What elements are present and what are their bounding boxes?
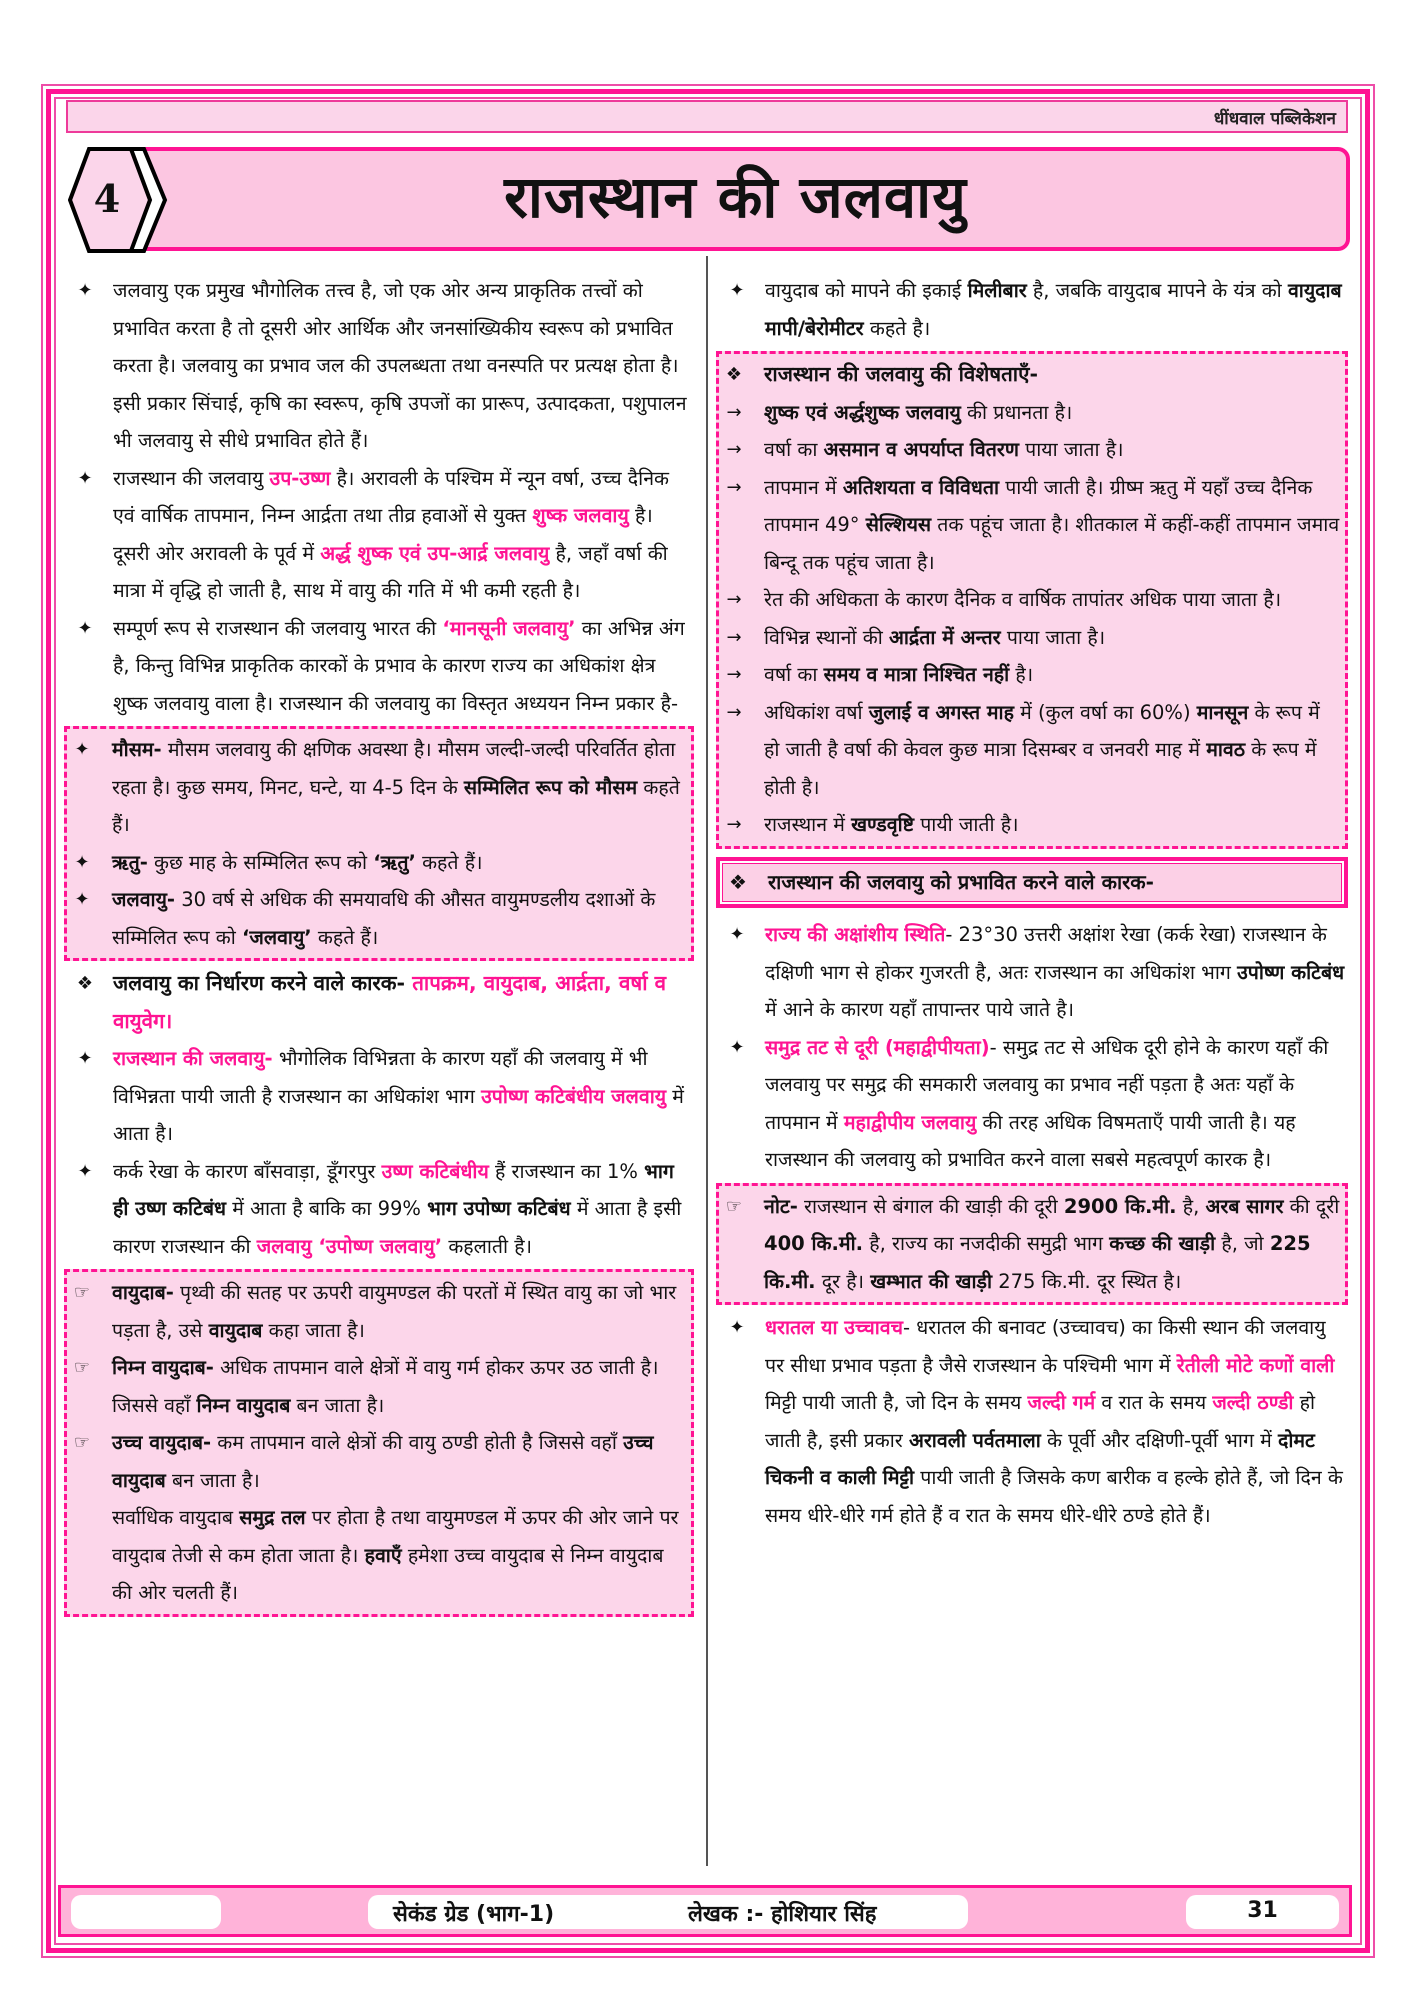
page-number: 31 [1247,1898,1278,1923]
right-column [716,272,1348,1534]
feature-item: → वर्षा का असमान व अपर्याप्त वितरण पाया जाता है। [719,431,1341,469]
publisher-name: धींधवाल पब्लिकेशन [1213,109,1336,129]
highlight-term: तापक्रम, वायुदाब, आर्द्रता, वर्षा व वायुवेग। [113,971,667,1033]
left-column [64,272,694,1621]
definition-high-pressure: ☞ उच्च वायुदाब- कम तापमान वाले क्षेत्रों की वायु ठण्डी होती है जिससे वहाँ उच्च वायुदाब बन जाता है। [67,1424,687,1499]
star-bullet-icon: ✦ [77,467,93,489]
factors-heading-box [716,857,1348,909]
highlight-term: उप-उष्ण [269,466,331,490]
highlight-term: महाद्वीपीय जलवायु [843,1110,977,1134]
star-bullet-icon: ✦ [74,851,90,873]
chapter-title-bar [125,147,1350,251]
highlight-term: उपोष्ण कटिबंधीय जलवायु [481,1084,667,1108]
star-bullet-icon: ✦ [77,1048,93,1069]
arrow-right-icon: → [726,439,742,460]
features-heading: ❖ राजस्थान की जलवायु की विशेषताएँ- [719,356,1341,394]
highlight-term: जल्दी ठण्डी [1212,1391,1294,1414]
intro-paragraph-3: ✦ सम्पूर्ण रूप से राजस्थान की जलवायु भारत की ‘मानसूनी जलवायु’ का अभिन्न अंग है, किन्तु विभिन्न प्राकृतिक कारकों के प्रभाव के कारण राज्य का अधिकांश क्षेत्र शुष्क जलवायु वाला है। राजस्थान की जलवायु का विस्तृत अध्ययन निम्न प्रकार है- [64,610,694,723]
factor-latitude: ✦ राज्य की अक्षांशीय स्थिति- 23°30 उत्तरी अक्षांश रेखा (कर्क रेखा) राजस्थान के दक्षिणी भाग से होकर गुजरती है, अतः राजस्थान का अधिकांश भाग उपोष्ण कटिबंध में आने के कारण यहाँ तापान्तर पाये जाते है। [716,916,1348,1029]
star-bullet-icon: ✦ [729,1317,745,1338]
tropic-of-cancer-note: ✦ कर्क रेखा के कारण बाँसवाड़ा, डूँगरपुर उष्ण कटिबंधीय हैं राजस्थान का 1% भाग ही उष्ण कटिबंध में आता है बाकि का 99% भाग उपोष्ण कटिबंध में आता है इसी कारण राजस्थान की जलवायु ‘उपोष्ण जलवायु’ कहलाती है। [64,1153,694,1266]
arrow-right-icon: → [726,626,742,648]
pointing-hand-icon: ☞ [73,1282,91,1303]
definition-season: ✦ ऋतु- कुछ माह के सम्मिलित रूप को ‘ऋतु’ कहते हैं। [67,844,687,882]
author-credit: लेखक :- होशियार सिंह [688,1902,877,1927]
star-bullet-icon: ✦ [729,280,745,301]
pointing-hand-icon: ☞ [73,1357,91,1378]
highlight-term: राज्य की अक्षांशीय स्थिति [765,923,946,946]
highlight-term: धरातल या उच्चावच [765,1316,903,1339]
feature-item: → रेत की अधिकता के कारण दैनिक व वार्षिक तापांतर अधिक पाया जाता है। [719,581,1341,619]
chapter-title: राजस्थान की जलवायु [504,163,967,231]
highlight-term: रेतीली मोटे कणों वाली [1176,1353,1335,1377]
highlight-term: अर्द्ध शुष्क एवं उप-आर्द्र जलवायु [320,541,550,565]
page-footer [58,1885,1352,1937]
arrow-right-icon: → [726,401,742,423]
definition-climate: ✦ जलवायु- 30 वर्ष से अधिक की समयावधि की औसत वायुमण्डलीय दशाओं के सम्मिलित रूप को ‘जलवायु’ कहते हैं। [67,881,687,956]
arrow-right-icon: → [726,814,742,835]
highlight-term: उष्ण कटिबंधीय [381,1159,489,1183]
book-series: सेकंड ग्रेड (भाग-1) [393,1902,555,1927]
pointing-hand-icon: ☞ [73,1432,91,1453]
definition-low-pressure: ☞ निम्न वायुदाब- अधिक तापमान वाले क्षेत्रों में वायु गर्म होकर ऊपर उठ जाती है। जिससे वहाँ निम्न वायुदाब बन जाता है। [67,1349,687,1424]
factor-sea-distance: ✦ समुद्र तट से दूरी (महाद्वीपीयता)- समुद्र तट से अधिक दूरी होने के कारण यहाँ की जलवायु पर समुद्र की समकारी जलवायु का प्रभाव नहीं पड़ता है अतः यहाँ के तापमान में महाद्वीपीय जलवायु की तरह अधिक विषमताएँ पायी जाती है। यह राजस्थान की जलवायु को प्रभावित करने वाला सबसे महत्वपूर्ण कारक है। [716,1029,1348,1179]
footer-info-pill [368,1895,968,1929]
highlight-term: जल्दी गर्म [1027,1391,1096,1414]
feature-item: → विभिन्न स्थानों की आर्द्रता में अन्तर पाया जाता है। [719,619,1341,657]
highlight-term: राजस्थान की जलवायु- [113,1047,273,1070]
star-bullet-icon: ✦ [729,924,745,945]
feature-item: → अधिकांश वर्षा जुलाई व अगस्त माह में (कुल वर्षा का 60%) मानसून के रूप में हो जाती है वर्षा की केवल कुछ मात्रा दिसम्बर व जनवरी माह में मावठ के रूप में होती है। [719,694,1341,807]
rajasthan-climate-note: ✦ राजस्थान की जलवायु- भौगोलिक विभिन्नता के कारण यहाँ की जलवायु में भी विभिन्नता पायी जाती है राजस्थान का अधिकांश भाग उपोष्ण कटिबंधीय जलवायु में आता है। [64,1040,694,1153]
footer-blank-pill [71,1895,221,1929]
star-bullet-icon: ✦ [74,739,90,760]
sea-distance-note: ☞ नोट- राजस्थान से बंगाल की खाड़ी की दूरी 2900 कि.मी. है, अरब सागर की दूरी 400 कि.मी. है, राज्य का नजदीकी समुद्री भाग कच्छ की खाड़ी है, जो 225 कि.मी. दूर है। खम्भात की खाड़ी 275 कि.मी. दूर स्थित है। [719,1188,1341,1301]
intro-paragraph-1: ✦ जलवायु एक प्रमुख भौगोलिक तत्त्व है, जो एक ओर अन्य प्राकृतिक तत्त्वों को प्रभावित करता है तो दूसरी ओर आर्थिक और जनसांख्यिकीय स्वरूप को प्रभावित करता है। जलवायु का प्रभाव जल की उपलब्धता तथा वनस्पति पर प्रत्यक्ष होता है। इसी प्रकार सिंचाई, कृषि का स्वरूप, कृषि उपजों का प्रारूप, उत्पादकता, पशुपालन भी जलवायु से सीधे प्रभावित होते हैं। [64,272,694,460]
star-bullet-icon: ✦ [77,617,93,639]
chapter-number-badge [68,146,178,254]
air-pressure-box [64,1269,694,1617]
star-bullet-icon: ✦ [74,889,90,910]
pressure-unit-note: ✦ वायुदाब को मापने की इकाई मिलीबार है, जबकि वायुदाब मापने के यंत्र को वायुदाब मापी/बेरोमीटर कहते है। [716,272,1348,347]
highlight-term: समुद्र तट से दूरी (महाद्वीपीयता) [765,1035,990,1059]
pressure-note: सर्वाधिक वायुदाब समुद्र तल पर होता है तथा वायुमण्डल में ऊपर की ओर जाने पर वायुदाब तेजी से कम होता जाता है। हवाएँ हमेशा उच्च वायुदाब से निम्न वायुदाब की ओर चलती हैं। [112,1506,679,1604]
definition-weather: ✦ मौसम- मौसम जलवायु की क्षणिक अवस्था है। मौसम जल्दी-जल्दी परिवर्तित होता रहता है। कुछ समय, मिनट, घन्टे, या 4-5 दिन के सम्मिलित रूप को मौसम कहते हैं। [67,731,687,844]
diamond-bullet-icon: ❖ [725,364,743,385]
column-divider [706,256,708,1866]
note-box [716,1183,1348,1306]
publisher-header [66,100,1348,133]
feature-item: → वर्षा का समय व मात्रा निश्चित नहीं है। [719,656,1341,694]
diamond-bullet-icon: ❖ [76,973,94,994]
page-number-pill [1186,1895,1339,1929]
arrow-right-icon: → [726,476,742,498]
arrow-right-icon: → [726,664,742,685]
arrow-right-icon: → [726,701,742,723]
definition-air-pressure: ☞ वायुदाब- पृथ्वी की सतह पर ऊपरी वायुमण्डल की परतों में स्थित वायु का जो भार पड़ता है, उसे वायुदाब कहा जाता है। [67,1274,687,1349]
feature-item: → शुष्क एवं अर्द्धशुष्क जलवायु की प्रधानता है। [719,394,1341,432]
factors-heading: ❖ राजस्थान की जलवायु को प्रभावित करने वाले कारक- [722,863,1342,903]
feature-item: → राजस्थान में खण्डवृष्टि पायी जाती है। [719,806,1341,844]
climate-features-box [716,351,1348,849]
factor-relief: ✦ धरातल या उच्चावच- धरातल की बनावट (उच्चावच) का किसी स्थान की जलवायु पर सीधा प्रभाव पड़ता है जैसे राजस्थान के पश्चिमी भाग में रेतीली मोटे कणों वाली मिट्टी पायी जाती है, जो दिन के समय जल्दी गर्म व रात के समय जल्दी ठण्डी हो जाती है, इसी प्रकार अरावली पर्वतमाला के पूर्वी और दक्षिणी-पूर्वी भाग में दोमट चिकनी व काली मिट्टी पायी जाती है जिसके कण बारीक व हल्के होते हैं, जो दिन के समय धीरे-धीरे गर्म होते हैं व रात के समय धीरे-धीरे ठण्डे होते हैं। [716,1309,1348,1534]
highlight-term: जलवायु ‘उपोष्ण जलवायु’ [256,1234,443,1258]
diamond-bullet-icon: ❖ [729,869,747,894]
definitions-box [64,726,694,961]
chapter-number: 4 [93,176,121,221]
climate-determinants: ❖ जलवायु का निर्धारण करने वाले कारक- तापक्रम, वायुदाब, आर्द्रता, वर्षा व वायुवेग। [64,965,694,1040]
arrow-right-icon: → [726,589,742,610]
star-bullet-icon: ✦ [729,1036,745,1058]
highlight-term: शुष्क जलवायु [532,504,629,527]
star-bullet-icon: ✦ [77,1160,93,1182]
feature-item: → तापमान में अतिशयता व विविधता पायी जाती है। ग्रीष्म ऋतु में यहाँ उच्च दैनिक तापमान 49° सेल्शियस तक पहूंच जाता है। शीतकाल में कहीं-कहीं तापमान जमाव बिन्दू तक पहूंच जाता है। [719,469,1341,582]
highlight-term: ‘मानसूनी जलवायु’ [442,616,576,640]
pointing-hand-icon: ☞ [725,1195,743,1217]
intro-paragraph-2: ✦ राजस्थान की जलवायु उप-उष्ण है। अरावली के पश्चिम में न्यून वर्षा, उच्च दैनिक एवं वार्षिक तापमान, निम्न आर्द्रता तथा तीव्र हवाओं से युक्त शुष्क जलवायु है। दूसरी ओर अरावली के पूर्व में अर्द्ध शुष्क एवं उप-आर्द्र जलवायु है, जहाँ वर्षा की मात्रा में वृद्धि हो जाती है, साथ में वायु की गति में भी कमी रहती है। [64,460,694,610]
star-bullet-icon: ✦ [77,280,93,301]
